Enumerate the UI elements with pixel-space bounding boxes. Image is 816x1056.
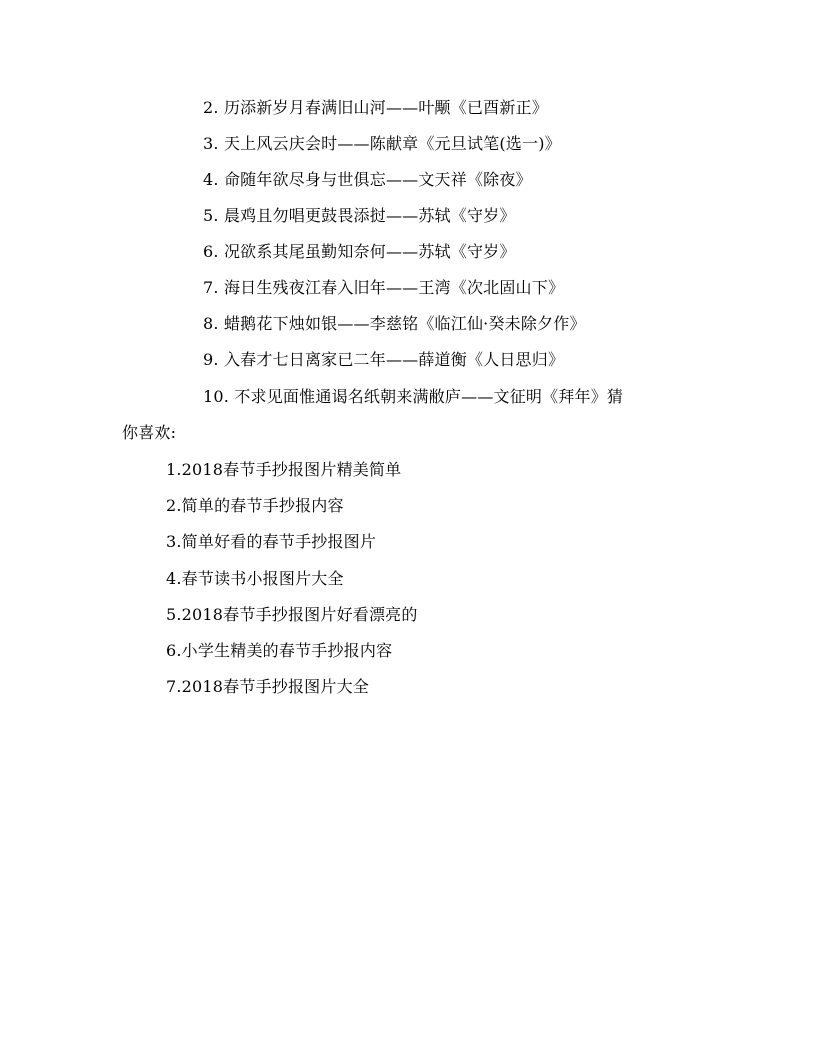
poem-line-6: 6. 况欲系其尾虽勤知奈何——苏轼《守岁》 (203, 242, 516, 261)
poem-line-10: 10. 不求见面惟通谒名纸朝来满敝庐——文征明《拜年》猜 (203, 387, 624, 406)
recommendation-link-6[interactable]: 6.小学生精美的春节手抄报内容 (166, 641, 393, 660)
poem-line-9: 9. 入春才七日离家已二年——薛道衡《人日思归》 (203, 350, 565, 369)
recommendation-link-5[interactable]: 5.2018春节手抄报图片好看漂亮的 (166, 605, 418, 624)
poem-line-7: 7. 海日生残夜江春入旧年——王湾《次北固山下》 (203, 278, 565, 297)
recommendation-link-7[interactable]: 7.2018春节手抄报图片大全 (166, 677, 369, 696)
poem-line-5: 5. 晨鸡且勿唱更鼓畏添挝——苏轼《守岁》 (203, 206, 516, 225)
poem-line-8: 8. 蜡鹅花下烛如银——李慈铭《临江仙·癸未除夕作》 (203, 314, 586, 333)
recommendation-link-2[interactable]: 2.简单的春节手抄报内容 (166, 496, 344, 515)
poem-line-2: 2. 历添新岁月春满旧山河——叶颙《已酉新正》 (203, 98, 548, 117)
recommendation-link-1[interactable]: 1.2018春节手抄报图片精美简单 (166, 460, 402, 479)
you-may-like-heading: 你喜欢: (122, 423, 177, 442)
poem-line-4: 4. 命随年欲尽身与世俱忘——文天祥《除夜》 (203, 170, 532, 189)
recommendation-link-4[interactable]: 4.春节读书小报图片大全 (166, 569, 344, 588)
recommendation-link-3[interactable]: 3.简单好看的春节手抄报图片 (166, 532, 377, 551)
poem-line-3: 3. 天上风云庆会时——陈献章《元旦试笔(选一)》 (203, 134, 561, 153)
